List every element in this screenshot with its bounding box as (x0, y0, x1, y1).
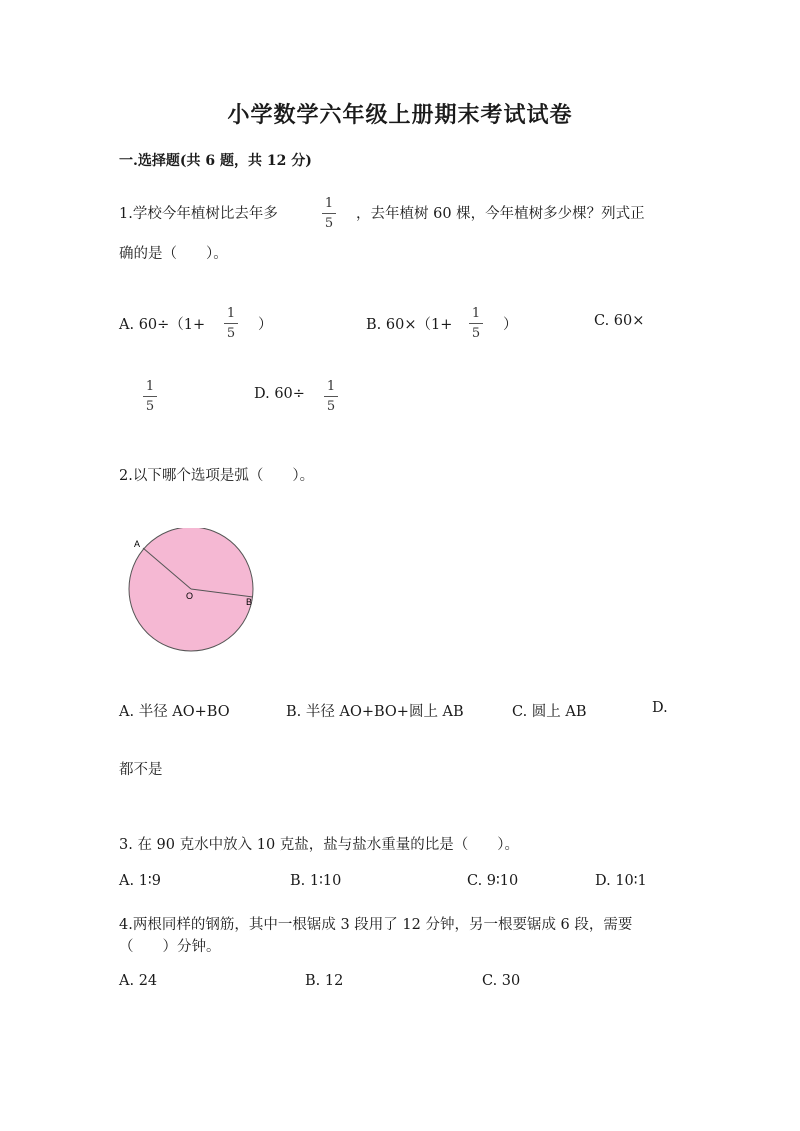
q1-text-part2: ，去年植树 60 棵，今年植树多少棵？列式正 (356, 206, 645, 222)
fraction-denominator: 5 (145, 399, 155, 414)
fraction-denominator: 5 (471, 326, 481, 341)
fraction-bar (322, 213, 336, 214)
q2-option-a: A. 半径 AO+BO (119, 704, 230, 720)
q2-text: 2.以下哪个选项是弧（ ）。 (119, 468, 315, 484)
q3-option-d: D. 10∶1 (595, 873, 647, 889)
fraction-denominator: 5 (324, 216, 334, 231)
fraction-bar (469, 323, 483, 324)
q1-text-part3: 确的是（ ）。 (119, 246, 228, 262)
q1-option-c-fraction (143, 379, 157, 414)
q1-option-a-text: A. 60÷（1+ (119, 317, 206, 333)
q4-text-part2: （ ）分钟。 (119, 939, 221, 955)
q1-option-a-fraction (224, 306, 238, 341)
fraction-bar (224, 323, 238, 324)
fraction-numerator: 1 (226, 306, 236, 321)
point-a-label: A (134, 539, 141, 549)
q1-option-b-text: B. 60×（1+ (366, 317, 453, 333)
q1-option-d-fraction (324, 379, 338, 414)
q3-option-a: A. 1∶9 (119, 873, 161, 889)
section-heading: 一.选择题(共 6 题，共 12 分) (119, 153, 312, 169)
q3-option-b: B. 1∶10 (290, 873, 342, 889)
fraction-numerator: 1 (324, 196, 334, 211)
q1-option-a-close: ） (258, 317, 273, 333)
q1-fraction (322, 196, 336, 231)
page-title: 小学数学六年级上册期末考试试卷 (227, 102, 573, 128)
q1-option-c-text: C. 60× (594, 313, 645, 329)
q2-option-d-text: 都不是 (119, 762, 163, 778)
q2-option-d-label: D. (652, 700, 668, 716)
q1-option-b-close: ） (503, 317, 518, 333)
q1-text-part1: 1.学校今年植树比去年多 (119, 206, 278, 222)
point-b-label: B (246, 597, 253, 607)
q4-option-a: A. 24 (119, 973, 158, 989)
q3-option-c: C. 9∶10 (467, 873, 519, 889)
fraction-bar (143, 396, 157, 397)
fraction-numerator: 1 (471, 306, 481, 321)
point-o-label: O (186, 591, 194, 601)
q2-option-c: C. 圆上 AB (512, 704, 587, 720)
q3-text: 3. 在 90 克水中放入 10 克盐，盐与盐水重量的比是（ ）。 (119, 837, 520, 853)
q1-option-d-text: D. 60÷ (254, 386, 305, 402)
fraction-denominator: 5 (226, 326, 236, 341)
q2-option-b: B. 半径 AO+BO+圆上 AB (286, 704, 464, 720)
q4-text-part1: 4.两根同样的钢筋，其中一根锯成 3 段用了 12 分钟，另一根要锯成 6 段，需要 (119, 917, 633, 933)
q4-option-b: B. 12 (305, 973, 344, 989)
q1-option-b-fraction (469, 306, 483, 341)
fraction-denominator: 5 (326, 399, 336, 414)
q4-option-c: C. 30 (482, 973, 521, 989)
fraction-bar (324, 396, 338, 397)
circle-figure (125, 528, 260, 656)
fraction-numerator: 1 (326, 379, 336, 394)
fraction-numerator: 1 (145, 379, 155, 394)
